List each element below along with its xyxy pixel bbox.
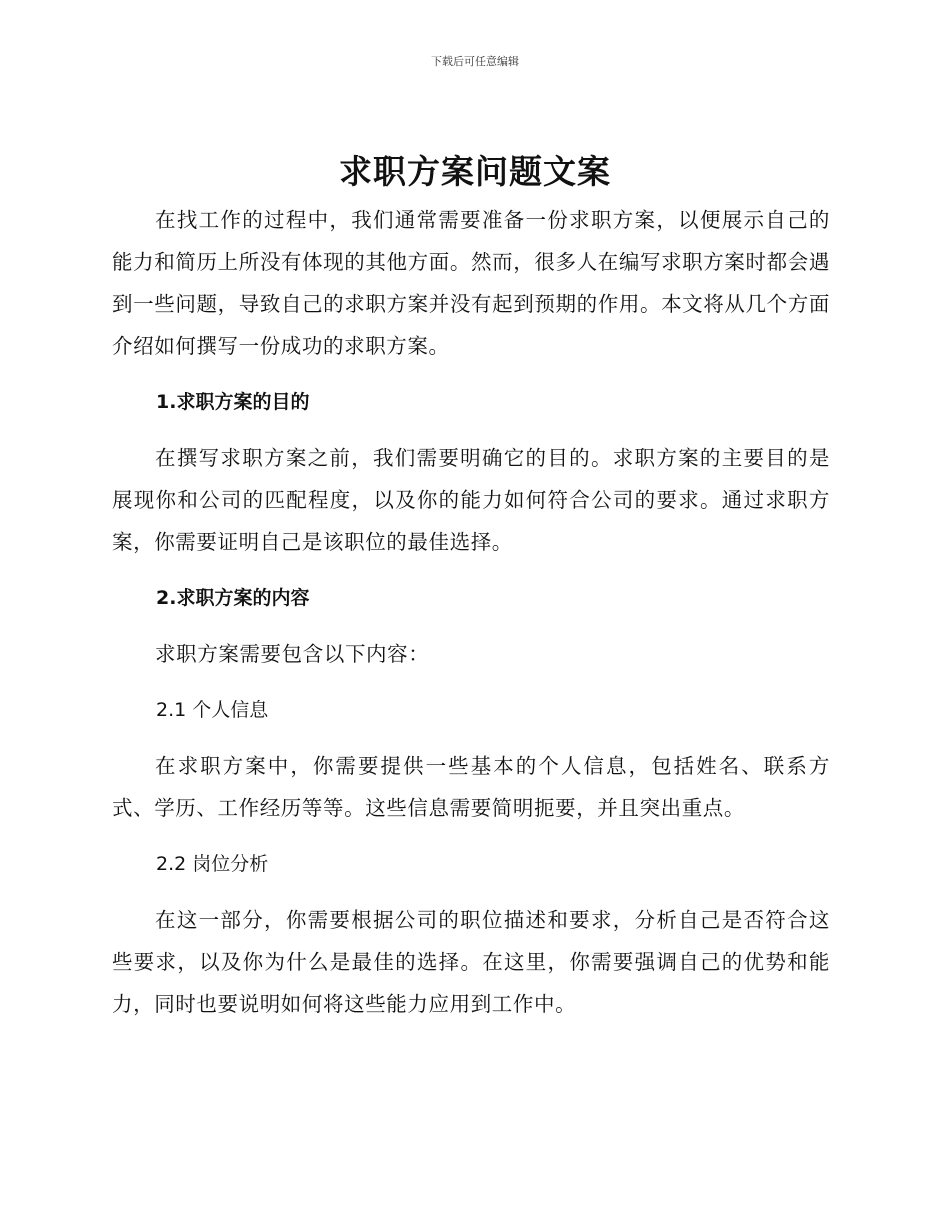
header-note: 下载后可任意编辑 <box>431 55 519 68</box>
section-body-content: 求职方案需要包含以下内容： <box>155 642 430 666</box>
intro-paragraph: 在找工作的过程中，我们通常需要准备一份求职方案，以便展示自己的能力和简历上所没有体现的其他方面。然而，很多人在编写求职方案时都会遇到一些问题，导致自己的求职方案并没有起到预期的作用。本文将从几个方面介绍如何撰写一份成功的求职方案。 <box>112 208 830 358</box>
section-heading-content: 2.求职方案的内容 <box>156 587 310 609</box>
section-body-personal-info: 在求职方案中，你需要提供一些基本的个人信息，包括姓名、联系方式、学历、工作经历等等。这些信息需要简明扼要，并且突出重点。 <box>112 754 830 820</box>
spacer <box>112 675 830 689</box>
spacer <box>112 423 830 437</box>
spacer <box>112 829 830 843</box>
spacer <box>112 619 830 633</box>
section-heading-purpose: 1.求职方案的目的 <box>156 391 310 413</box>
section-heading-personal-info: 2.1 个人信息 <box>156 699 269 721</box>
document-body <box>112 199 830 1025</box>
section-heading-job-analysis: 2.2 岗位分析 <box>156 853 269 875</box>
document-title: 求职方案问题文案 <box>339 152 611 191</box>
spacer <box>112 885 830 899</box>
spacer <box>112 563 830 577</box>
section-body-job-analysis: 在这一部分，你需要根据公司的职位描述和要求，分析自己是否符合这些要求，以及你为什么是最佳的选择。在这里，你需要强调自己的优势和能力，同时也要说明如何将这些能力应用到工作中。 <box>112 908 830 1016</box>
spacer <box>112 367 830 381</box>
spacer <box>112 731 830 745</box>
section-body-purpose: 在撰写求职方案之前，我们需要明确它的目的。求职方案的主要目的是展现你和公司的匹配程度，以及你的能力如何符合公司的要求。通过求职方案，你需要证明自己是该职位的最佳选择。 <box>112 446 830 554</box>
